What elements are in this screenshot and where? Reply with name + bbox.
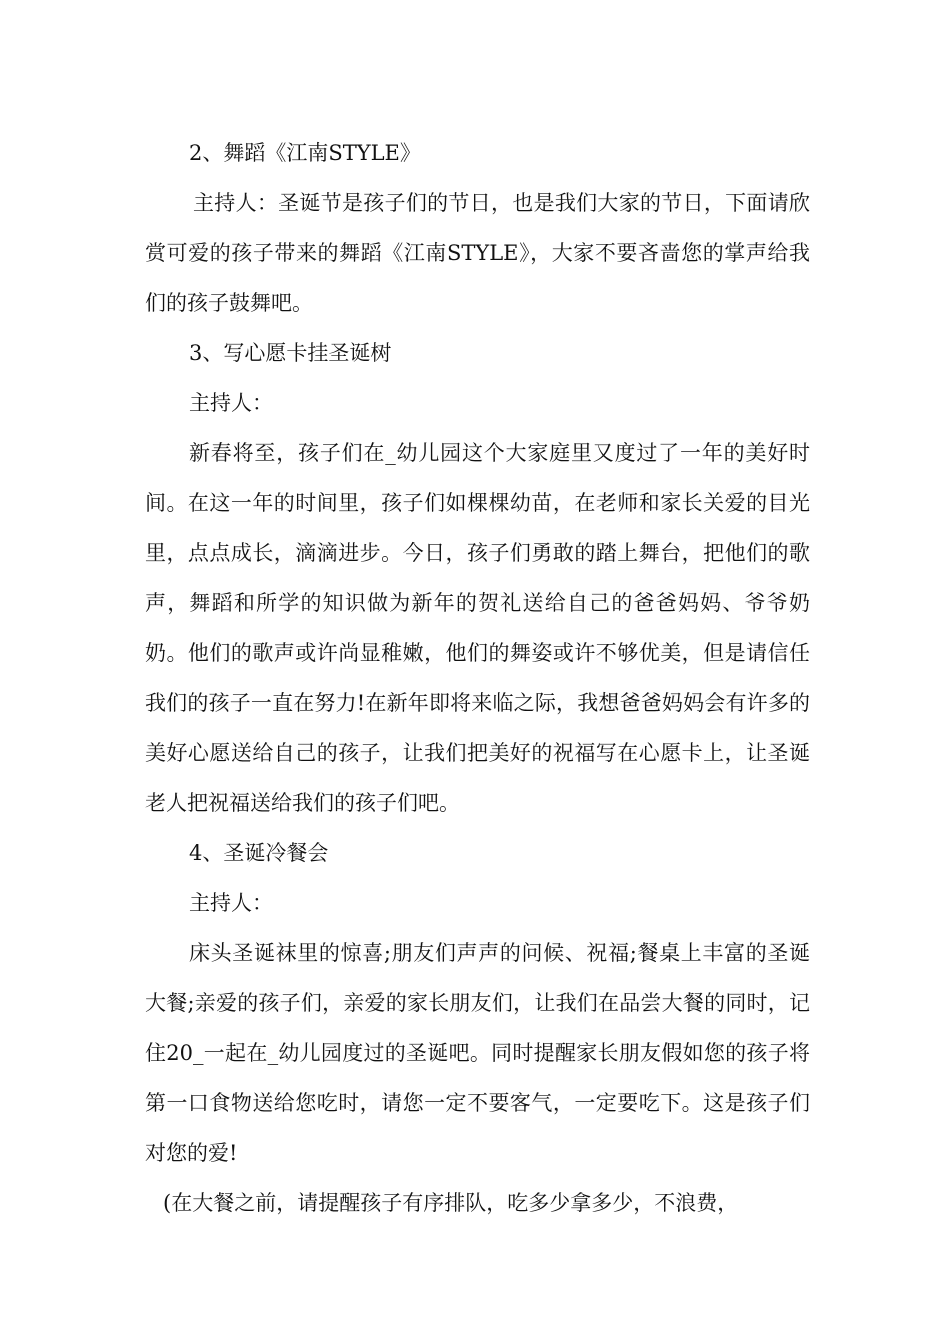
section-heading-dance: 2、舞蹈《江南STYLE》 — [189, 141, 421, 165]
host-speech-wish-card: 新春将至，孩子们在_幼儿园这个大家庭里又度过了一年的美好时间。在这一年的时间里，孩子们如棵棵幼苗，在老师和家长关爱的目光里，点点成长，滴滴进步。今日，孩子们勇敢的踏上舞台，把他们的歌声，舞蹈和所学的知识做为新年的贺礼送给自己的爸爸妈妈、爷爷奶奶。他们的歌声或许尚显稚嫩，他们的舞姿或许不够优美，但是请信任我们的孩子一直在努力!在新年即将来临之际，我想爸爸妈妈会有许多的美好心愿送给自己的孩子，让我们把美好的祝福写在心愿卡上，让圣诞老人把祝福送给我们的孩子们吧。 — [145, 441, 810, 815]
host-speech-dance: 主持人：圣诞节是孩子们的节日，也是我们大家的节日，下面请欣赏可爱的孩子带来的舞蹈《江南STYLE》，大家不要吝啬您的掌声给我们的孩子鼓舞吧。 — [145, 191, 810, 315]
section-heading-cold-buffet: 4、圣诞冷餐会 — [189, 841, 329, 865]
host-label-wish-card: 主持人： — [189, 391, 273, 415]
buffet-reminder-note: (在大餐之前，请提醒孩子有序排队，吃多少拿多少，不浪费， — [163, 1191, 739, 1215]
host-speech-cold-buffet: 床头圣诞袜里的惊喜;朋友们声声的问候、祝福;餐桌上丰富的圣诞大餐;亲爱的孩子们，亲爱的家长朋友们，让我们在品尝大餐的同时，记住20_一起在_幼儿园度过的圣诞吧。同时提醒家长朋友假如您的孩子将第一口食物送给您吃时，请您一定不要客气，一定要吃下。这是孩子们对您的爱! — [145, 941, 810, 1165]
section-heading-wish-card: 3、写心愿卡挂圣诞树 — [189, 341, 392, 365]
host-label-cold-buffet: 主持人： — [189, 891, 273, 915]
